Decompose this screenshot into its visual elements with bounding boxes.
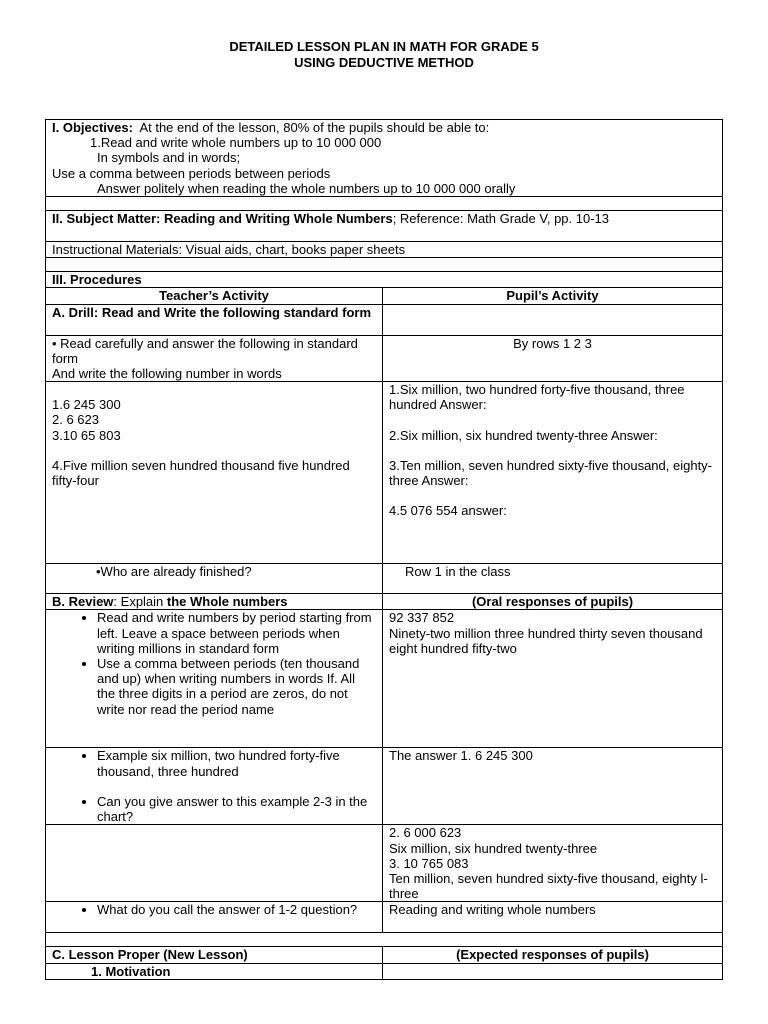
objective-item-3: Use a comma between periods between periods — [52, 165, 331, 181]
review-response-words: Ninety-two million three hundred thirty seven thousand eight hundred fifty-two — [389, 625, 703, 656]
lesson-plan-table — [45, 119, 723, 980]
review-response-number: 92 337 852 — [389, 610, 455, 626]
instructional-materials: Instructional Materials: Visual aids, chart, books paper sheets — [46, 242, 723, 258]
lesson-proper-pupil-header: (Expected responses of pupils) — [383, 947, 723, 963]
subject-matter-reference: ; Reference: Math Grade V, pp. 10-13 — [392, 211, 610, 227]
drill-item-4: 4.Five million seven hundred thousand five hundred fifty-four — [52, 457, 350, 489]
drill-instruction-2: And write the following number in words — [52, 366, 282, 382]
review-call-bullet: • What do you call the answer of 1-2 question? — [97, 902, 376, 917]
drill-item-1: 1.6 245 300 — [52, 397, 121, 413]
review-chart-bullet: • Can you give answer to this example 2-3 in the chart? — [97, 794, 376, 824]
spacer-row — [46, 933, 723, 947]
activity-header-row — [46, 288, 723, 304]
drill-items-row — [46, 382, 723, 564]
drill-heading: A. Drill: Read and Write the following standard form — [46, 304, 383, 335]
lesson-proper-row — [46, 947, 723, 963]
review-heading-mid: : Explain — [113, 594, 167, 610]
review-answer-2-words: Six million, six hundred twenty-three — [389, 840, 598, 856]
review-call-response: Reading and writing whole numbers — [383, 902, 723, 933]
review-heading-bold: the Whole numbers — [166, 594, 288, 610]
motivation-label: 1. Motivation — [46, 963, 383, 979]
review-heading-row — [46, 594, 723, 610]
drill-answer-1: 1.Six million, two hundred forty-five thousand, three hundred Answer: — [389, 382, 685, 413]
document-title-line2: USING DEDUCTIVE METHOD — [294, 55, 474, 70]
drill-answer-2: 2.Six million, six hundred twenty-three Answer: — [389, 427, 658, 443]
drill-heading-row — [46, 304, 723, 335]
procedures-label: III. Procedures — [46, 272, 723, 288]
drill-question: •Who are already finished? — [46, 564, 383, 594]
subject-matter-label: II. Subject Matter: Reading and Writing Whole Numbers — [52, 211, 393, 227]
review-rule-1: • Read and write numbers by period starting from left. Leave a space between periods when writing millions in standard form — [97, 610, 376, 656]
drill-instruction-1: • Read carefully and answer the following in standard form — [52, 335, 358, 366]
drill-question-row — [46, 564, 723, 594]
drill-item-2: 2. 6 623 — [52, 412, 99, 428]
materials-row — [46, 242, 723, 258]
subject-matter-row — [46, 211, 723, 242]
review-rule-2: • Use a comma between periods (ten thousand and up) when writing numbers in words If. All the three digits in a period are zeros, do not write nor read the period name — [97, 656, 376, 717]
document-title-line1: DETAILED LESSON PLAN IN MATH FOR GRADE 5 — [229, 39, 539, 54]
objectives-row — [46, 120, 723, 197]
review-heading-prefix: B. Review — [52, 594, 114, 610]
review-answer-2-number: 2. 6 000 623 — [389, 825, 462, 841]
review-pupil-header: (Oral responses of pupils) — [383, 594, 723, 610]
drill-pupil-rows: By rows 1 2 3 — [383, 335, 723, 382]
review-rules-row — [46, 610, 723, 748]
review-call-row — [46, 902, 723, 933]
objective-item-1: 1.Read and write whole numbers up to 10 000 000 — [90, 135, 382, 151]
lesson-proper-heading: C. Lesson Proper (New Lesson) — [46, 947, 383, 963]
objectives-label: I. Objectives: — [52, 120, 133, 135]
drill-item-3: 3.10 65 803 — [52, 427, 121, 443]
drill-response: Row 1 in the class — [383, 564, 723, 594]
drill-answer-3: 3.Ten million, seven hundred sixty-five thousand, eighty-three Answer: — [389, 457, 713, 489]
objectives-intro: At the end of the lesson, 80% of the pupils should be able to: — [139, 120, 490, 135]
spacer-row — [46, 197, 723, 211]
pupil-activity-header: Pupil’s Activity — [383, 288, 723, 304]
review-response-answer: The answer 1. 6 245 300 — [383, 748, 723, 825]
drill-answer-4: 4.5 076 554 answer: — [389, 503, 507, 519]
objective-item-4: Answer politely when reading the whole numbers up to 10 000 000 orally — [97, 180, 516, 196]
drill-instruction-row — [46, 335, 723, 382]
review-rules-list — [52, 610, 376, 716]
objective-item-2: In symbols and in words; — [97, 150, 241, 166]
review-answers-row — [46, 825, 723, 902]
review-answer-3-number: 3. 10 765 083 — [389, 855, 469, 871]
motivation-row — [46, 963, 723, 979]
spacer-row — [46, 258, 723, 272]
teacher-activity-header: Teacher’s Activity — [46, 288, 383, 304]
review-example-row — [46, 748, 723, 825]
review-answer-3-words: Ten million, seven hundred sixty-five thousand, eighty l-three — [389, 871, 708, 902]
review-example-bullet: • Example six million, two hundred forty-five thousand, three hundred — [97, 748, 376, 778]
procedures-row — [46, 272, 723, 288]
